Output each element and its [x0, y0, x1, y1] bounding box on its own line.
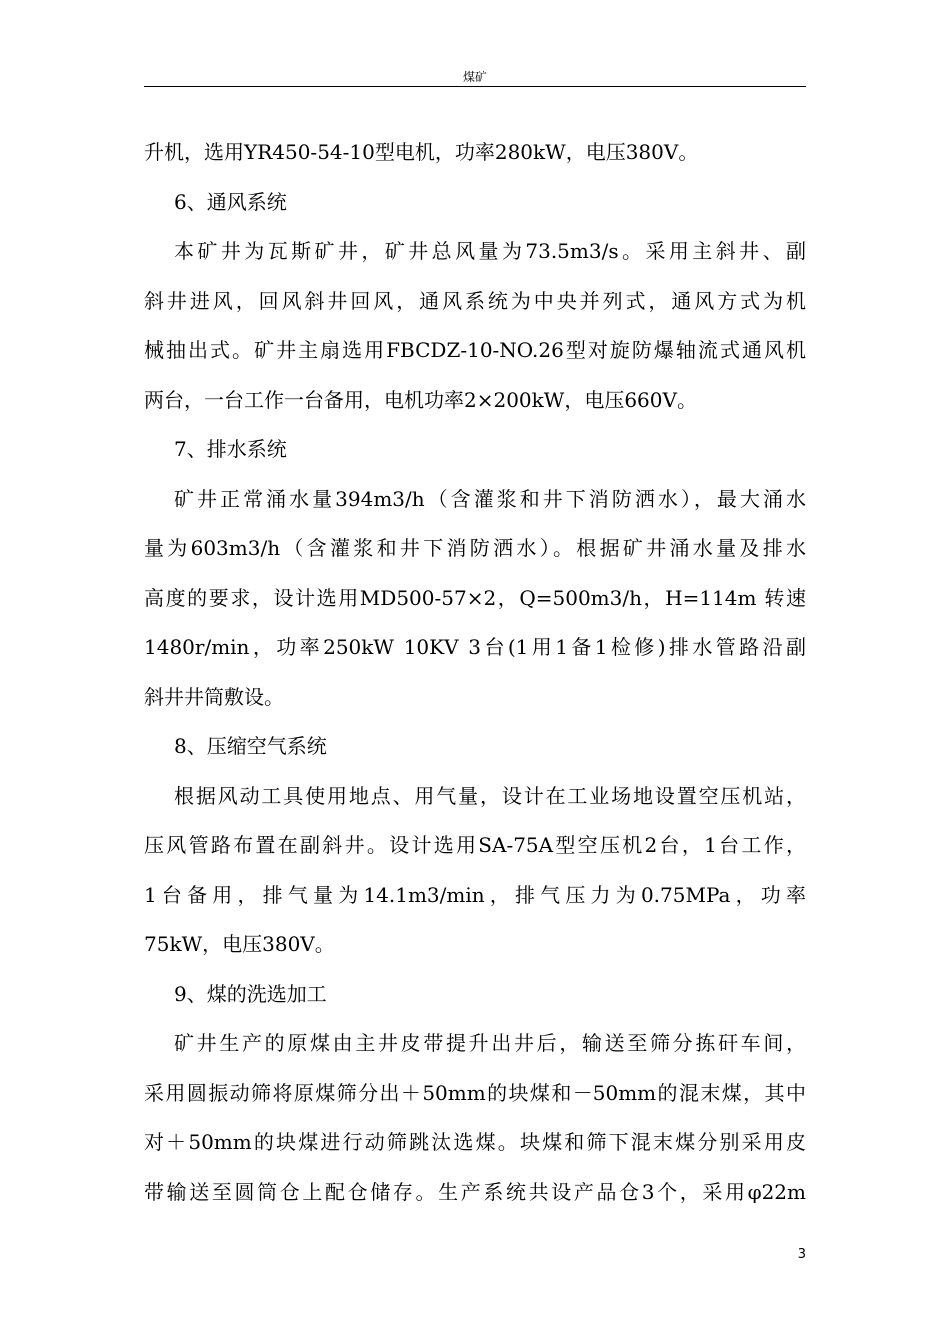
text-line: 量为603m3/h（含灌浆和井下消防洒水）。根据矿井涌水量及排水 [144, 536, 806, 560]
page-header: 煤矿 [462, 70, 487, 84]
text-line: 矿井正常涌水量394m3/h（含灌浆和井下消防洒水），最大涌水 [174, 486, 806, 511]
text-line: 采用圆振动筛将原煤筛分出＋50mm的块煤和－50mm的混末煤，其中 [144, 1080, 806, 1105]
section-heading: 9、煤的洗选加工 [174, 981, 327, 1006]
header-rule [144, 86, 806, 87]
text-line: 1480r/min，功率250kW 10KV 3台(1用1备1检修)排水管路沿副 [144, 635, 806, 659]
section-heading: 7、排水系统 [174, 437, 287, 461]
text-line: 斜井井筒敷设。 [144, 684, 284, 709]
text-line: 75kW，电压380V。 [144, 932, 335, 956]
text-line: 1台备用，排气量为14.1m3/min，排气压力为0.75MPa，功率 [144, 882, 806, 907]
text-line: 两台，一台工作一台备用，电机功率2×200kW，电压660V。 [144, 387, 697, 412]
text-line: 压风管路布置在副斜井。设计选用SA-75A型空压机2台，1台工作， [144, 833, 806, 857]
body-text [144, 128, 806, 1217]
text-line: 本矿井为瓦斯矿井，矿井总风量为73.5m3/s。采用主斜井、副 [174, 239, 806, 263]
text-line: 高度的要求，设计选用MD500-57×2，Q=500m3/h，H=114m 转速 [144, 585, 806, 610]
text-line: 根据风动工具使用地点、用气量，设计在工业场地设置空压机站， [174, 783, 806, 808]
text-line: 升机，选用YR450-54-10型电机，功率280kW，电压380V。 [144, 140, 699, 164]
section-heading: 6、通风系统 [174, 189, 287, 214]
section-heading: 8、压缩空气系统 [174, 734, 327, 758]
text-line: 带输送至圆筒仓上配仓储存。生产系统共设产品仓3个，采用φ22m [144, 1179, 806, 1204]
text-line: 矿井生产的原煤由主井皮带提升出井后，输送至筛分拣矸车间， [174, 1031, 806, 1055]
text-line: 斜井进风，回风斜井回风，通风系统为中央并列式，通风方式为机 [144, 288, 806, 313]
page-number: 3 [797, 1247, 806, 1262]
text-line: 对＋50mm的块煤进行动筛跳汰选煤。块煤和筛下混末煤分别采用皮 [144, 1130, 806, 1154]
text-line: 械抽出式。矿井主扇选用FBCDZ-10-NO.26型对旋防爆轴流式通风机 [144, 338, 806, 362]
